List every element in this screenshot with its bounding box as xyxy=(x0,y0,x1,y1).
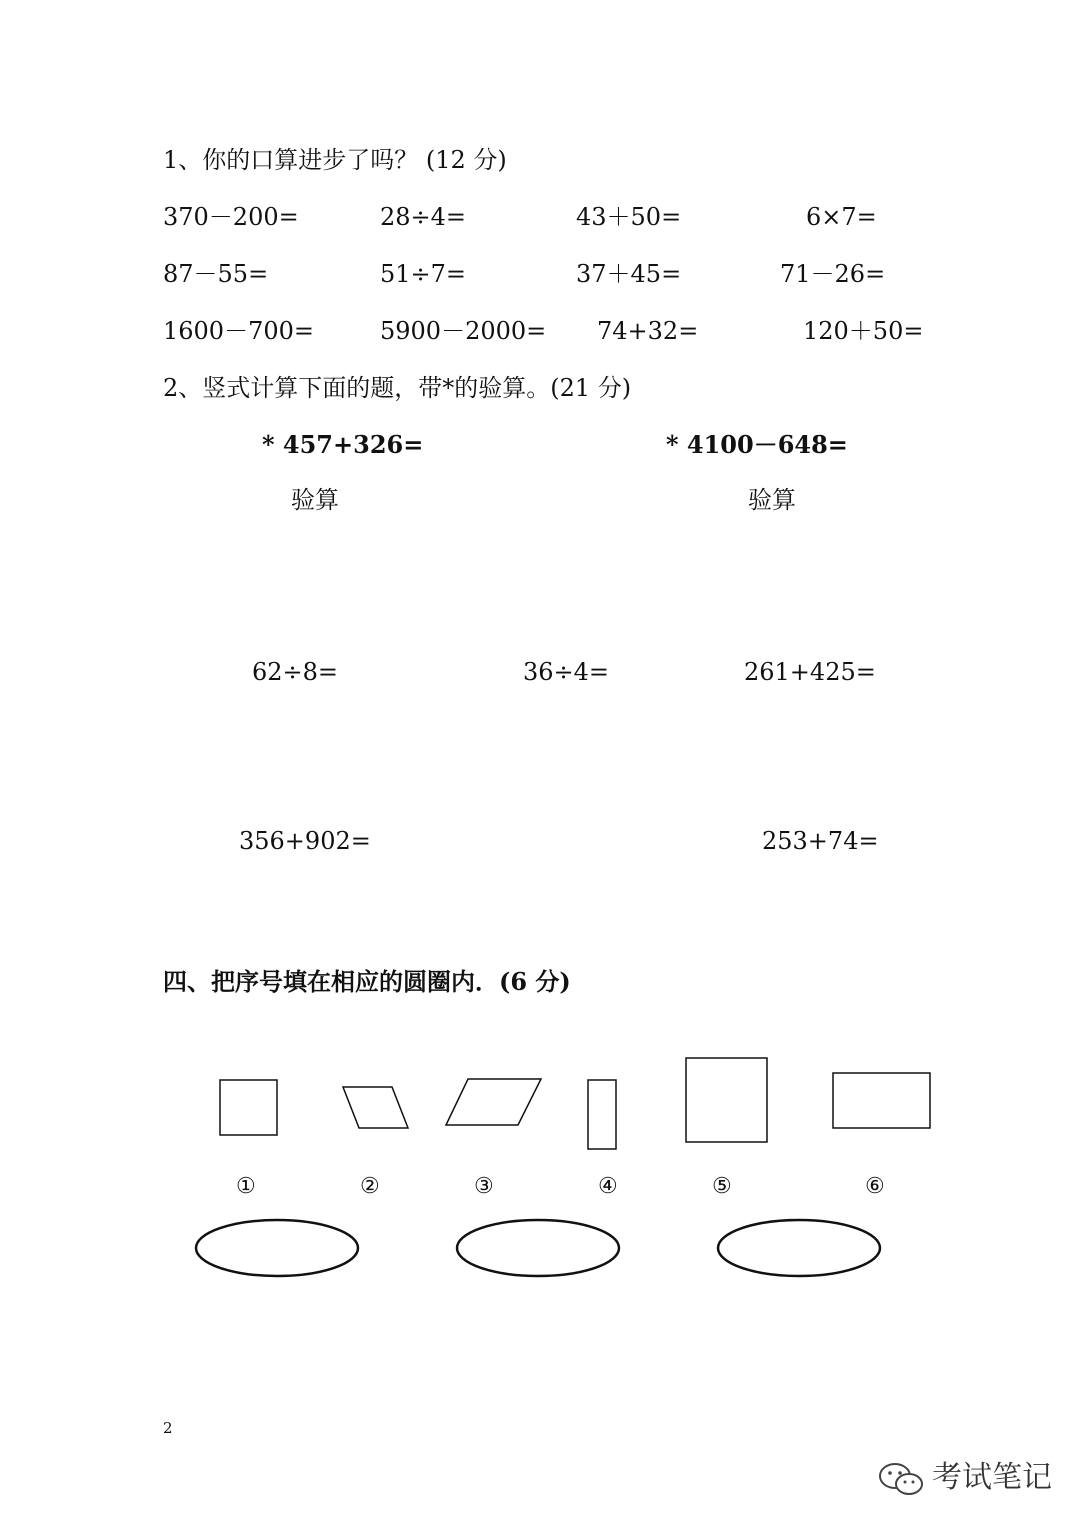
problem: 37＋45= xyxy=(576,260,682,288)
shape-label: ④ xyxy=(598,1174,618,1199)
problem: 6×7= xyxy=(806,203,877,231)
section4-title: 四、把序号填在相应的圆圈内．(6 分) xyxy=(163,967,571,996)
problem: 5900－2000= xyxy=(380,317,547,345)
problem: 1600－700= xyxy=(163,317,314,345)
problem: 51÷7= xyxy=(380,260,467,288)
shape-rectangle-narrow xyxy=(588,1080,616,1149)
section1-title: 1、你的口算进步了吗？ (12 分) xyxy=(163,146,507,174)
shape-label: ⑤ xyxy=(712,1174,732,1199)
answer-oval xyxy=(718,1220,880,1276)
watermark-text: 考试笔记 xyxy=(932,1460,1052,1495)
check-label: 验算 xyxy=(291,486,339,514)
shape-rectangle-wide xyxy=(833,1073,930,1128)
problem: 62÷8= xyxy=(252,658,339,686)
shape-parallelogram-large xyxy=(446,1079,541,1125)
shape-square-small xyxy=(220,1080,277,1135)
shape-label: ⑥ xyxy=(865,1174,885,1199)
problem: 356+902= xyxy=(239,827,371,855)
shape-label: ② xyxy=(360,1174,380,1199)
problem: 28÷4= xyxy=(380,203,467,231)
starred-problem: * 457+326= xyxy=(262,430,424,459)
shape-parallelogram-small xyxy=(343,1087,408,1128)
starred-problem: * 4100－648= xyxy=(666,430,848,459)
shape-label: ③ xyxy=(474,1174,494,1199)
problem: 71－26= xyxy=(780,260,886,288)
wechat-icon xyxy=(877,1460,927,1500)
page-number: 2 xyxy=(163,1419,173,1437)
problem: 87－55= xyxy=(163,260,269,288)
problem: 43＋50= xyxy=(576,203,682,231)
answer-oval xyxy=(196,1220,358,1276)
shape-label: ① xyxy=(236,1174,256,1199)
problem: 261+425= xyxy=(744,658,876,686)
check-label: 验算 xyxy=(748,486,796,514)
answer-oval xyxy=(457,1220,619,1276)
section2-title: 2、竖式计算下面的题，带*的验算。(21 分) xyxy=(163,374,632,402)
problem: 253+74= xyxy=(762,827,879,855)
problem: 74+32= xyxy=(597,317,699,345)
problem: 36÷4= xyxy=(523,658,610,686)
problem: 370－200= xyxy=(163,203,299,231)
shape-square-large xyxy=(686,1058,767,1142)
problem: 120＋50= xyxy=(803,317,924,345)
